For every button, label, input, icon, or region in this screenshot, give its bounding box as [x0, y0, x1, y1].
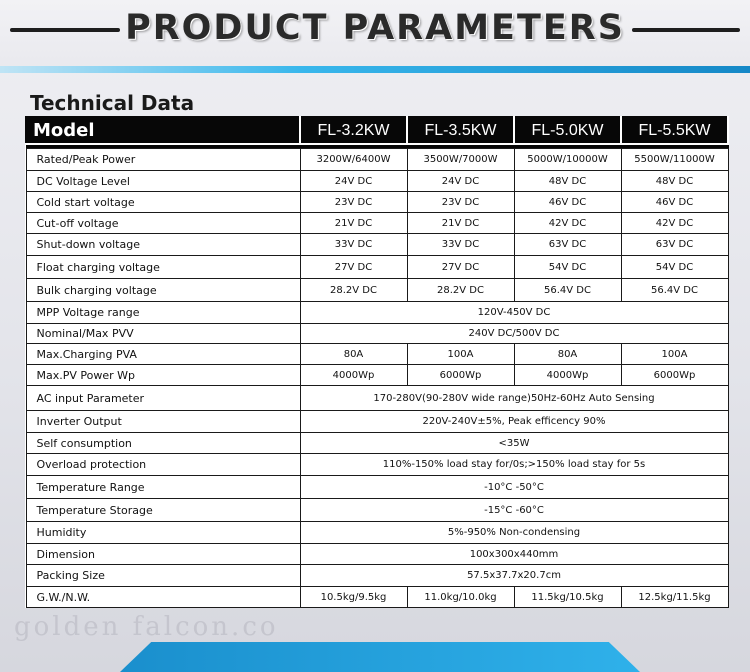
table-row — [26, 302, 728, 324]
section-title: Technical Data — [30, 91, 195, 115]
parameter-value: 5500W/11000W — [621, 149, 728, 171]
watermark: golden falcon.co — [14, 612, 279, 642]
table-row — [26, 171, 728, 192]
parameter-value: 6000Wp — [621, 365, 728, 386]
parameter-label: Temperature Storage — [26, 499, 300, 522]
parameter-label: Shut-down voltage — [26, 234, 300, 256]
parameter-label: Nominal/Max PVV — [26, 324, 300, 344]
parameter-value: 48V DC — [621, 171, 728, 192]
parameter-value: 12.5kg/11.5kg — [621, 587, 728, 608]
table-row — [26, 234, 728, 256]
parameter-label: Packing Size — [26, 565, 300, 587]
spec-table-body — [26, 117, 728, 608]
table-row — [26, 344, 728, 365]
parameter-value: 23V DC — [407, 192, 514, 213]
model-column-header: FL-5.5KW — [621, 117, 728, 144]
table-row — [26, 522, 728, 544]
parameter-value: 120V-450V DC — [300, 302, 728, 324]
parameter-value: 170-280V(90-280V wide range)50Hz-60Hz Auto Sensing — [300, 386, 728, 411]
parameter-value: 24V DC — [407, 171, 514, 192]
parameter-label: Cold start voltage — [26, 192, 300, 213]
parameter-value: 63V DC — [514, 234, 621, 256]
model-column-header: FL-3.5KW — [407, 117, 514, 144]
parameter-value: 21V DC — [300, 213, 407, 234]
footer-accent-bar — [120, 642, 640, 672]
banner-line-right — [632, 28, 740, 32]
model-column-header: FL-3.2KW — [300, 117, 407, 144]
parameter-value: 33V DC — [300, 234, 407, 256]
table-row — [26, 256, 728, 279]
table-row — [26, 386, 728, 411]
parameter-value: 100A — [407, 344, 514, 365]
table-row — [26, 565, 728, 587]
table-row — [26, 149, 728, 171]
parameter-value: 6000Wp — [407, 365, 514, 386]
parameter-value: 24V DC — [300, 171, 407, 192]
parameter-label: MPP Voltage range — [26, 302, 300, 324]
parameter-value: 54V DC — [514, 256, 621, 279]
parameter-label: AC input Parameter — [26, 386, 300, 411]
parameter-value: 54V DC — [621, 256, 728, 279]
table-row — [26, 324, 728, 344]
parameter-value: 46V DC — [514, 192, 621, 213]
table-row — [26, 476, 728, 499]
parameter-value: 80A — [514, 344, 621, 365]
model-column-header: FL-5.0KW — [514, 117, 621, 144]
parameter-value: 28.2V DC — [300, 279, 407, 302]
table-row — [26, 433, 728, 454]
parameter-value: 100x300x440mm — [300, 544, 728, 565]
parameter-value: 33V DC — [407, 234, 514, 256]
parameter-value: 100A — [621, 344, 728, 365]
parameter-label: G.W./N.W. — [26, 587, 300, 608]
spec-table — [25, 116, 729, 608]
parameter-value: 5%-950% Non-condensing — [300, 522, 728, 544]
table-row — [26, 587, 728, 608]
page-title: PRODUCT PARAMETERS — [125, 8, 625, 48]
accent-bar — [0, 66, 750, 73]
parameter-label: Bulk charging voltage — [26, 279, 300, 302]
table-row — [26, 279, 728, 302]
table-row — [26, 411, 728, 433]
table-row — [26, 544, 728, 565]
parameter-value: 80A — [300, 344, 407, 365]
parameter-value: 11.0kg/10.0kg — [407, 587, 514, 608]
parameter-value: 27V DC — [300, 256, 407, 279]
parameter-value: 10.5kg/9.5kg — [300, 587, 407, 608]
table-header-row — [26, 117, 728, 144]
parameter-value: 220V-240V±5%, Peak efficency 90% — [300, 411, 728, 433]
banner — [0, 0, 750, 70]
parameter-value: -10°C -50°C — [300, 476, 728, 499]
parameter-value: 57.5x37.7x20.7cm — [300, 565, 728, 587]
parameter-label: Self consumption — [26, 433, 300, 454]
parameter-value: 42V DC — [514, 213, 621, 234]
parameter-label: Rated/Peak Power — [26, 149, 300, 171]
model-header: Model — [26, 117, 300, 144]
parameter-value: 4000Wp — [514, 365, 621, 386]
parameter-value: 4000Wp — [300, 365, 407, 386]
table-row — [26, 499, 728, 522]
table-row — [26, 213, 728, 234]
parameter-label: Max.PV Power Wp — [26, 365, 300, 386]
parameter-label: Inverter Output — [26, 411, 300, 433]
parameter-value: 21V DC — [407, 213, 514, 234]
table-row — [26, 192, 728, 213]
parameter-label: Cut-off voltage — [26, 213, 300, 234]
parameter-value: 23V DC — [300, 192, 407, 213]
parameter-value: 56.4V DC — [514, 279, 621, 302]
parameter-value: -15°C -60°C — [300, 499, 728, 522]
parameter-label: Humidity — [26, 522, 300, 544]
parameter-value: 46V DC — [621, 192, 728, 213]
parameter-value: 240V DC/500V DC — [300, 324, 728, 344]
parameter-label: Max.Charging PVA — [26, 344, 300, 365]
parameter-value: 42V DC — [621, 213, 728, 234]
parameter-value: 3500W/7000W — [407, 149, 514, 171]
parameter-value: 3200W/6400W — [300, 149, 407, 171]
parameter-label: Overload protection — [26, 454, 300, 476]
parameter-label: Dimension — [26, 544, 300, 565]
parameter-value: 48V DC — [514, 171, 621, 192]
parameter-label: Float charging voltage — [26, 256, 300, 279]
parameter-value: <35W — [300, 433, 728, 454]
parameter-value: 28.2V DC — [407, 279, 514, 302]
parameter-value: 27V DC — [407, 256, 514, 279]
parameter-value: 56.4V DC — [621, 279, 728, 302]
parameter-value: 110%-150% load stay for/0s;>150% load stay for 5s — [300, 454, 728, 476]
table-row — [26, 454, 728, 476]
parameter-label: DC Voltage Level — [26, 171, 300, 192]
parameter-value: 63V DC — [621, 234, 728, 256]
parameter-value: 5000W/10000W — [514, 149, 621, 171]
table-row — [26, 365, 728, 386]
parameter-label: Temperature Range — [26, 476, 300, 499]
parameter-value: 11.5kg/10.5kg — [514, 587, 621, 608]
